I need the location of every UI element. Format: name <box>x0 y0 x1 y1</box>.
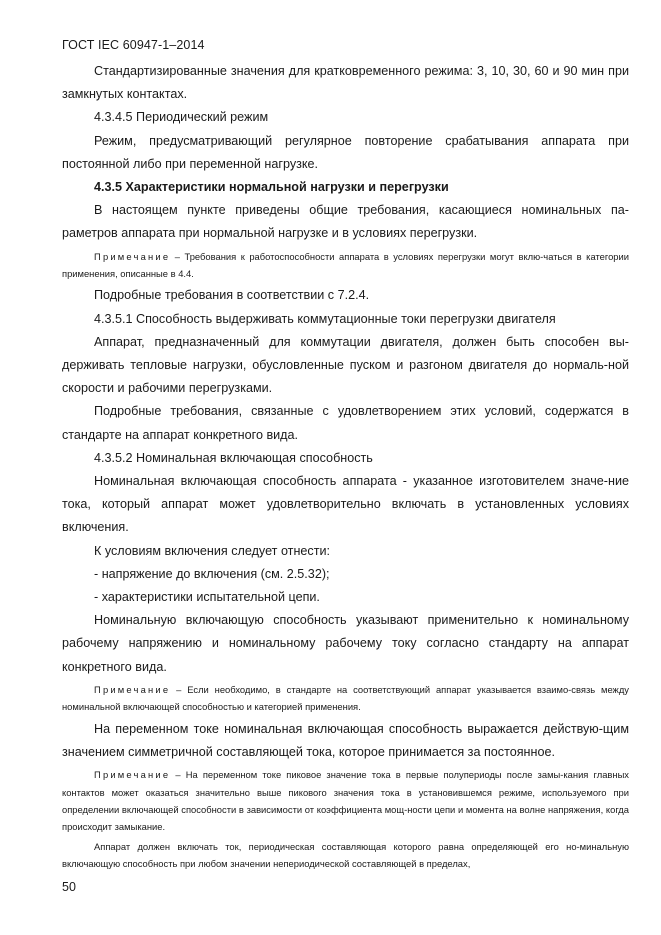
note-relation <box>62 681 629 716</box>
paragraph-detailed-conditions: Подробные требования, связанные с удовлетворением этих условий, содержатся в стандарте на аппарат конкретного вида. <box>62 404 629 442</box>
note-text: – Требования к работоспособности аппарата в условиях перегрузки могут вклю-чаться в категории применения, описанные в 4.4. <box>62 250 629 280</box>
standard-header: ГОСТ IEC 60947-1–2014 <box>62 38 205 52</box>
heading-4-3-5: 4.3.5 Характеристики нормальной нагрузки и перегрузки <box>94 180 449 195</box>
paragraph-general-requirements: В настоящем пункте приведены общие требования, касающиеся номинальных па-раметров аппарата при нормальной нагрузке и в условиях перегрузки. <box>62 203 629 241</box>
heading-4-3-5-1: 4.3.5.1 Способность выдерживать коммутационные токи перегрузки двигателя <box>94 311 556 326</box>
page-number: 50 <box>62 880 76 894</box>
note-overload <box>62 248 629 283</box>
heading-4-3-5-2: 4.3.5.2 Номинальная включающая способность <box>94 450 373 465</box>
paragraph-making-capacity: Номинальная включающая способность аппарата - указанное изготовителем значе-ние тока, который аппарат может удовлетворительно включать в установленных условиях включения. <box>62 474 629 535</box>
note-label: Примечание <box>94 769 171 781</box>
paragraph-ac-current: На переменном токе номинальная включающая способность выражается действую-щим значением симметричной составляющей тока, которое принимается за постоянное. <box>62 721 629 759</box>
paragraph-periodic-mode: Режим, предусматривающий регулярное повторение срабатывания аппарата при постоянной либо при переменной нагрузке. <box>62 133 629 171</box>
paragraph-motor-switching: Аппарат, предназначенный для коммутации двигателя, должен быть способен вы-держивать тепловые нагрузки, обусловленные пуском и разгоном двигателя до нормаль-ной скорости и рабочими перегрузками. <box>62 334 629 396</box>
paragraph-conditions-intro: К условиям включения следует отнести: <box>94 543 330 558</box>
paragraph-aperiodic: Аппарат должен включать ток, периодическая составляющая которого равна определяющей его но-минальную включающую способность при любом значении непериодической составляющей в пределах, <box>62 840 629 870</box>
note-label: Примечание <box>94 683 171 695</box>
document-body <box>62 60 629 873</box>
heading-4-3-4-5: 4.3.4.5 Периодический режим <box>94 110 269 125</box>
paragraph-short-time-values: Стандартизированные значения для кратковременного режима: 3, 10, 30, 60 и 90 мин при замкнутых контактах. <box>62 64 629 102</box>
list-item-voltage: - напряжение до включения (см. 2.5.32); <box>94 566 330 581</box>
note-peak-current <box>62 766 629 836</box>
note-text: – На переменном токе пиковое значение тока в первые полупериоды после замы-кания главных контактов может оказаться значительно выше пикового значения тока в установившемся режиме, используемого при определении включающей способности в зависимости от коэффициента мощ-ности цепи и момента на волне напряжения, когда происходит замыкание. <box>62 769 629 833</box>
list-item-circuit: - характеристики испытательной цепи. <box>94 590 320 605</box>
note-label: Примечание <box>94 250 171 262</box>
paragraph-rated-voltage: Номинальную включающую способность указывают применительно к номинальному рабочему напряжению и номинальному рабочему току согласно стандарту на аппарат конкретного вида. <box>62 613 629 674</box>
paragraph-detailed-reqs: Подробные требования в соответствии с 7.2.4. <box>94 288 370 303</box>
note-text: – Если необходимо, в стандарте на соответствующий аппарат указывается взаимо-связь между номинальной включающей способностью и категорией применения. <box>62 683 629 713</box>
